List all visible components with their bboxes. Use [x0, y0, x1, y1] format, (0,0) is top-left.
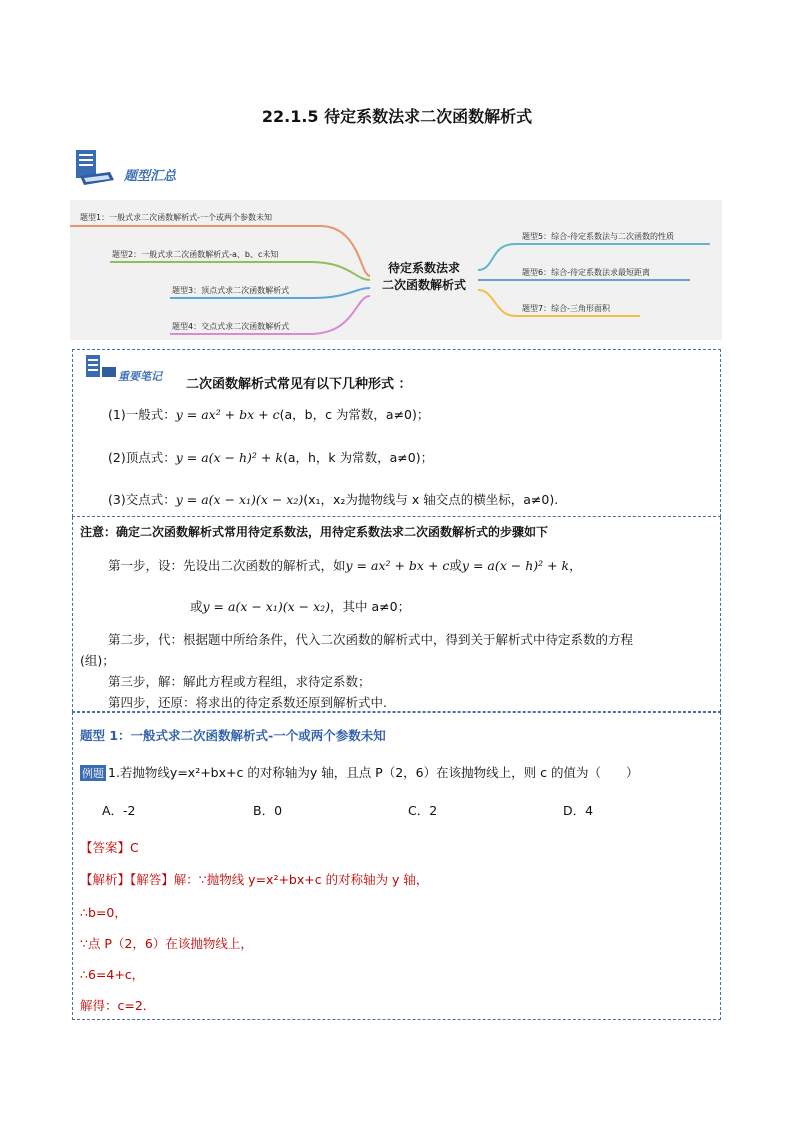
option-d: D．4 [563, 803, 594, 818]
form-intercept-prefix: (3)交点式： [108, 492, 176, 507]
page-title: 22.1.5 待定系数法求二次函数解析式 [261, 107, 533, 126]
mindmap-item-2: 题型2：一般式求二次函数解析式-a、b、c未知 [112, 250, 279, 259]
step1-comma: ， [569, 558, 582, 573]
mindmap-item-1: 题型1：一般式求二次函数解析式-一个或两个参数未知 [80, 213, 272, 222]
option-a: A．-2 [102, 803, 136, 818]
example-badge: 例题 [82, 767, 104, 780]
step1-condition: ，其中 a≠0； [330, 599, 411, 614]
step1-text: 第一步，设：先设出二次函数的解析式，如 [108, 558, 346, 573]
form-intercept-suffix: (x₁，x₂为抛物线与 x 轴交点的横坐标，a≠0). [303, 492, 559, 507]
form-intercept-formula: y = a(x − x₁)(x − x₂) [175, 492, 304, 507]
mindmap-item-5: 题型5：综合-待定系数法与二次函数的性质 [522, 232, 674, 241]
step4: 第四步，还原：将求出的待定系数还原到解析式中. [108, 695, 387, 710]
notes-icon [84, 353, 118, 381]
question-type-title: 题型 1：一般式求二次函数解析式-一个或两个参数未知 [80, 728, 386, 743]
form-general-prefix: (1)一般式： [108, 407, 176, 422]
mindmap-item-6: 题型6：综合-待定系数法求最短距离 [522, 268, 650, 277]
step1-line1 [108, 556, 582, 574]
mindmap-center-line2: 二次函数解析式 [381, 278, 466, 292]
step1-formula-vertex: y = a(x − h)² + k [461, 558, 570, 573]
analysis-line-1: 【解析】【解答】解：∵抛物线 y=x²+bx+c 的对称轴为 y 轴， [80, 872, 429, 887]
notes-label: 重要笔记 [118, 370, 162, 383]
analysis-line-2: ∴b=0， [80, 905, 127, 920]
step1-formula-general: y = ax² + bx + c [345, 558, 450, 573]
section-header-label: 题型汇总 [124, 169, 177, 184]
mindmap-center-line1: 待定系数法求 [387, 261, 460, 275]
mindmap-item-7: 题型7：综合-三角形面积 [522, 304, 610, 313]
analysis-line-3: ∵点 P（2，6）在该抛物线上， [80, 936, 253, 951]
steps-note: 注意：确定二次函数解析式常用待定系数法，用待定系数法求二次函数解析式的步骤如下 [80, 525, 549, 539]
notes-heading: 二次函数解析式常见有以下几种形式 ： [186, 377, 412, 392]
option-c: C．2 [408, 803, 438, 818]
form-general-formula: y = ax² + bx + c [175, 407, 280, 422]
form-vertex-formula: y = a(x − h)² + k [175, 450, 283, 465]
step2-line1: 第二步，代：根据题中所给条件，代入二次函数的解析式中，得到关于解析式中待定系数的方程 [108, 632, 634, 647]
books-icon [74, 148, 116, 188]
step1-or: 或 [449, 558, 462, 573]
form-vertex-prefix: (2)顶点式： [108, 450, 176, 465]
step3: 第三步，解：解此方程或方程组，求待定系数； [108, 674, 371, 689]
mindmap-item-4: 题型4：交点式求二次函数解析式 [172, 322, 290, 331]
form-vertex-suffix: (a，h，k 为常数，a≠0)； [282, 450, 434, 465]
question-box [72, 712, 721, 1020]
step2-line2: (组)； [80, 653, 115, 668]
question-stem-line [80, 763, 638, 781]
step1-or-2: 或 [190, 599, 203, 614]
step1-line2 [190, 597, 410, 615]
analysis-line-4: ∴6=4+c， [80, 967, 145, 982]
mindmap [70, 200, 722, 340]
answer: 【答案】C [80, 840, 139, 855]
option-b: B．0 [253, 803, 283, 818]
step1-formula-intercept: y = a(x − x₁)(x − x₂) [202, 599, 331, 614]
form-general [108, 405, 429, 423]
form-general-suffix: (a，b，c 为常数，a≠0)； [279, 407, 430, 422]
analysis-line-5: 解得：c=2． [80, 998, 156, 1013]
form-intercept [108, 490, 558, 508]
form-vertex [108, 448, 433, 466]
mindmap-item-3: 题型3：顶点式求二次函数解析式 [172, 286, 290, 295]
question-stem: 1.若抛物线y=x²+bx+c 的对称轴为y 轴，且点 P（2，6）在该抛物线上，则 c 的值为（ ） [108, 765, 639, 780]
mindmap-center [370, 260, 478, 294]
